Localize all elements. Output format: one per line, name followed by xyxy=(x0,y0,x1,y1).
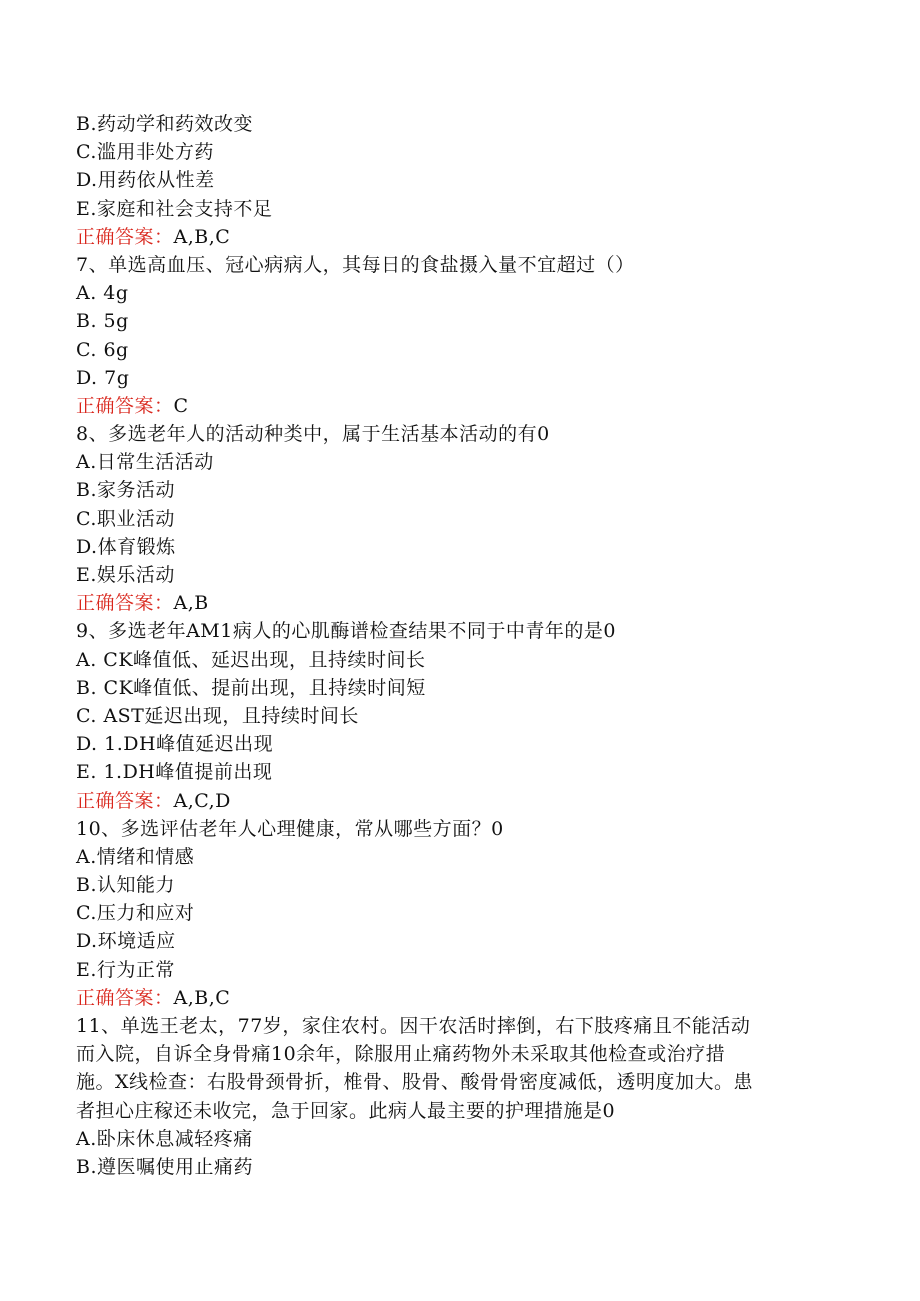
answer-option: B. CK峰值低、提前出现，且持续时间短 xyxy=(76,676,426,699)
answer-option: C. AST延迟出现，且持续时间长 xyxy=(76,704,359,727)
question-text: 7、单选高血压、冠心病病人，其每日的食盐摄入量不宜超过（） xyxy=(76,253,635,276)
answer-option: B. 5g xyxy=(76,310,129,333)
correct-answer xyxy=(76,787,836,815)
question-text: 9、多选老年AM1病人的心肌酶谱检查结果不同于中青年的是0 xyxy=(76,620,616,643)
answer-option: D.用药依从性差 xyxy=(76,169,215,192)
answer-option: E.家庭和社会支持不足 xyxy=(76,197,273,220)
answer-option: D. 1.DH峰值延迟出现 xyxy=(76,733,274,756)
question-text: 而入院，自诉全身骨痛10余年，除服用止痛药物外未采取其他检查或治疗措 xyxy=(76,1043,726,1066)
answer-label: 正确答案： xyxy=(76,592,174,615)
answer-label: 正确答案： xyxy=(76,789,174,812)
question-text: 10、多选评估老年人心理健康，常从哪些方面？0 xyxy=(76,817,504,840)
question-text: 施。X线检查：右股骨颈骨折，椎骨、股骨、酸骨骨密度减低，透明度加大。患 xyxy=(76,1071,754,1094)
question-text: 8、多选老年人的活动种类中，属于生活基本活动的有0 xyxy=(76,423,550,446)
answer-option: D.体育锻炼 xyxy=(76,535,176,558)
answer-option: E.娱乐活动 xyxy=(76,564,175,586)
answer-value: A,B,C xyxy=(173,986,231,1009)
exam-content xyxy=(76,110,836,1181)
answer-option: A.卧床休息减轻疼痛 xyxy=(76,1127,253,1150)
question-text: 者担心庄稼还未收完，急于回家。此病人最主要的护理措施是0 xyxy=(76,1099,616,1122)
answer-option: B.认知能力 xyxy=(76,874,176,897)
answer-option: C.压力和应对 xyxy=(76,902,195,925)
answer-option: B.药动学和药效改变 xyxy=(76,113,254,135)
answer-option: C. 6g xyxy=(76,338,129,361)
answer-option: A. CK峰值低、延迟出现，且持续时间长 xyxy=(76,648,426,671)
answer-value: A,B,C xyxy=(173,225,231,248)
answer-option: A.情绪和情感 xyxy=(76,845,195,868)
answer-option: C.职业活动 xyxy=(76,507,175,530)
answer-value: A,B xyxy=(173,592,209,615)
question-text: 11、单选王老太，77岁，家住农村。因干农活时摔倒，右下肢疼痛且不能活动 xyxy=(76,1015,751,1037)
correct-answer xyxy=(76,223,836,251)
answer-label: 正确答案： xyxy=(76,394,174,417)
answer-value: A,C,D xyxy=(173,789,231,812)
answer-option: C.滥用非处方药 xyxy=(76,141,214,164)
answer-option: B.遵医嘱使用止痛药 xyxy=(76,1155,254,1178)
answer-option: D.环境适应 xyxy=(76,930,176,953)
answer-option: E.行为正常 xyxy=(76,958,175,981)
answer-option: E. 1.DH峰值提前出现 xyxy=(76,761,273,784)
answer-option: A.日常生活活动 xyxy=(76,451,214,474)
answer-label: 正确答案： xyxy=(76,225,174,248)
answer-option: B.家务活动 xyxy=(76,479,176,502)
answer-value: C xyxy=(173,394,189,417)
answer-label: 正确答案： xyxy=(76,986,174,1009)
correct-answer xyxy=(76,984,836,1012)
answer-option: A. 4g xyxy=(76,282,129,305)
correct-answer xyxy=(76,589,836,617)
answer-option: D. 7g xyxy=(76,366,130,389)
correct-answer xyxy=(76,392,836,420)
